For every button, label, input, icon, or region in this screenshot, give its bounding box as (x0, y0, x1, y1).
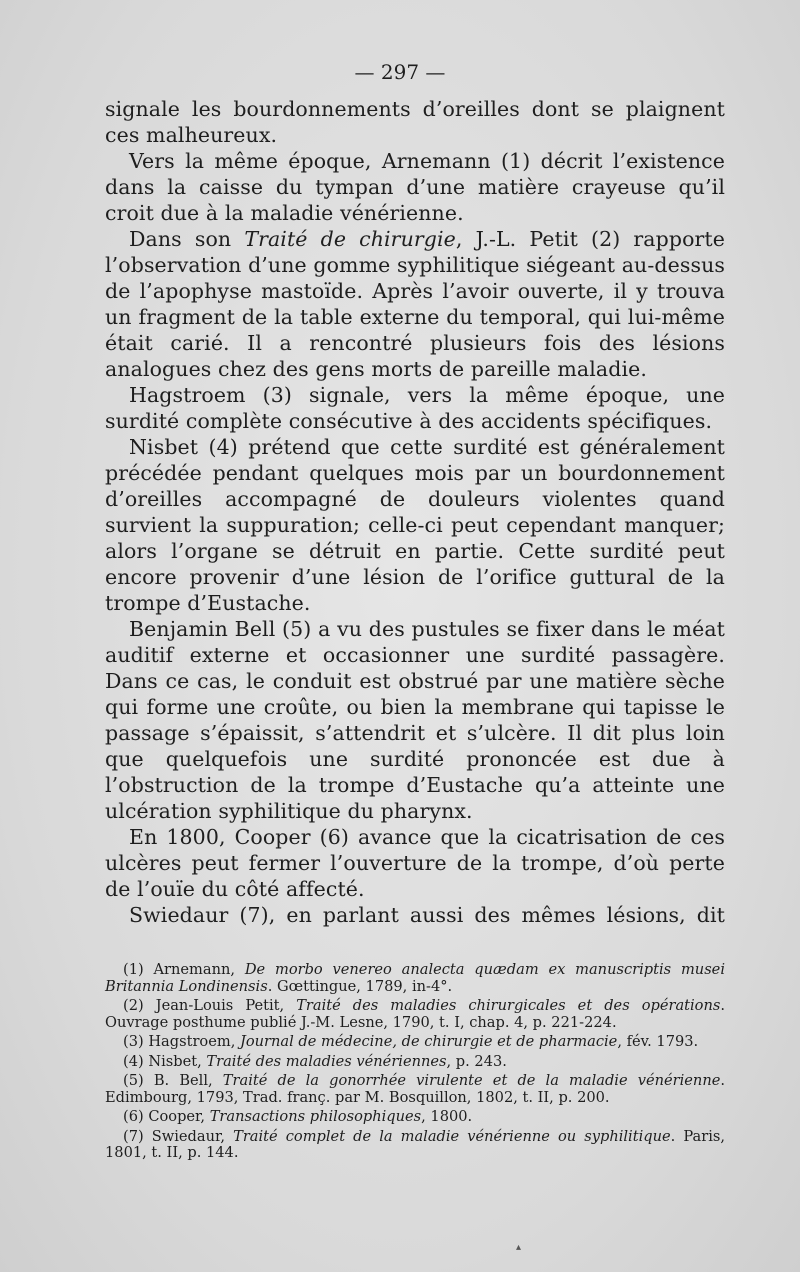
footnote-number: (2) (123, 997, 144, 1014)
paragraph: Benjamin Bell (5) a vu des pustules se fixer dans le méat auditif externe et occasionner une surdité passagère. Dans ce cas, le conduit est obstrué par une matière sèche qui forme une croûte, ou bien la membrane qui tapisse le passage s’épaissit, s’attendrit et s’ulcère. Il dit plus loin que quelquefois une surdité prononcée est due à l’obstruction de la trompe d’Eustache qu’a atteinte une ulcération syphilitique du pharynx. (105, 617, 725, 823)
footnote (105, 1034, 725, 1051)
footnote-number: (5) (123, 1072, 144, 1089)
footnote (105, 1073, 725, 1106)
main-text (105, 96, 725, 928)
footnote-text: Jean-Louis Petit, (155, 997, 297, 1014)
paragraph: Nisbet (4) prétend que cette surdité est généralement précédée pendant quelques mois par un bourdonnement d’oreilles accompagné de douleurs violentes quand survient la suppuration; celle-ci peut cependant manquer; alors l’organe se détruit en partie. Cette surdité peut encore provenir d’une lésion de l’orifice guttural de la trompe d’Eustache. (105, 435, 725, 615)
book-title: Traité de chirurgie (244, 227, 456, 251)
footnote-title: Traité des maladies vénériennes (206, 1052, 447, 1070)
paragraph: Swiedaur (7), en parlant aussi des mêmes lésions, dit (129, 903, 725, 927)
footnote-number: (1) (123, 961, 144, 978)
footnote (105, 1109, 725, 1126)
footnote (105, 1129, 725, 1162)
footnote-text: . Ouvrage posthume publié J.-M. Lesne, 1790, t. I, chap. 4, p. 221-224. (105, 997, 726, 1031)
footnote-title: Traité complet de la maladie vénérienne ou syphilitique (233, 1127, 671, 1145)
footnote-text: Cooper, (148, 1108, 210, 1125)
footnote-title: Journal de médecine, de chirurgie et de pharmacie (239, 1033, 618, 1050)
footnote-text: Hagstroem, (148, 1033, 240, 1050)
paragraph (105, 226, 725, 382)
footnote-number: (3) (123, 1033, 144, 1050)
footnote-text: . Gœttingue, 1789, in-4°. (267, 977, 453, 995)
footnote-text: B. Bell, (153, 1072, 223, 1089)
footnote-number: (6) (123, 1108, 144, 1125)
paragraph: Vers la même époque, Arnemann (1) décrit l’existence dans la caisse du tympan d’une matière crayeuse qu’il croit due à la maladie vénérienne. (105, 149, 725, 225)
footnote (105, 962, 725, 995)
footnote-title: De morbo venereo analecta quædam ex manuscriptis musei Britannia Londinensis (105, 961, 725, 995)
footnote-text: . Edimbourg, 1793, Trad. franç. par M. Bosquillon, 1802, t. II, p. 200. (105, 1072, 726, 1106)
footnote-title: Traité des maladies chirurgicales et des opérations (296, 997, 721, 1014)
footnote (105, 1054, 725, 1071)
footnote-number: (7) (123, 1127, 144, 1145)
footnote-text: , fév. 1793. (617, 1033, 699, 1050)
footnote (105, 998, 725, 1031)
footnote-text: , p. 243. (446, 1052, 507, 1070)
paragraph-text: Dans son (129, 227, 245, 251)
paragraph: signale les bourdonnements d’oreilles dont se plaignent ces malheureux. (105, 97, 725, 147)
footnote-text: , 1800. (421, 1108, 473, 1125)
footnote-text: Arnemann, (153, 961, 245, 978)
paragraph-text: , J.-L. Petit (2) rapporte l’observation d’une gomme syphilitique siégeant au-dessus de l’apophyse mastoïde. Après l’avoir ouverte, il y trouva un fragment de la table externe du temporal, qui lui-même était carié. Il a rencontré plusieurs fois des lésions analogues chez des gens morts de pareille maladie. (105, 227, 725, 381)
paragraph: En 1800, Cooper (6) avance que la cicatrisation de ces ulcères peut fermer l’ouverture de la trompe, d’où perte de l’ouïe du côté affecté. (105, 825, 725, 901)
footnote-number: (4) (123, 1052, 144, 1070)
page-number: — 297 — (354, 60, 446, 84)
paragraph: Hagstroem (3) signale, vers la même époque, une surdité complète consécutive à des accidents spécifiques. (105, 383, 725, 433)
footnotes (105, 962, 725, 1165)
footnote-title: Transactions philosophiques (209, 1108, 422, 1125)
footnote-title: Traité de la gonorrhée virulente et de la maladie vénérienne (222, 1072, 721, 1089)
printer-mark: ▴ (516, 1242, 522, 1253)
footnote-text: Nisbet, (148, 1052, 207, 1070)
footnote-text: . Paris, 1801, t. II, p. 144. (105, 1127, 725, 1161)
footnote-text: Swiedaur, (151, 1127, 234, 1145)
